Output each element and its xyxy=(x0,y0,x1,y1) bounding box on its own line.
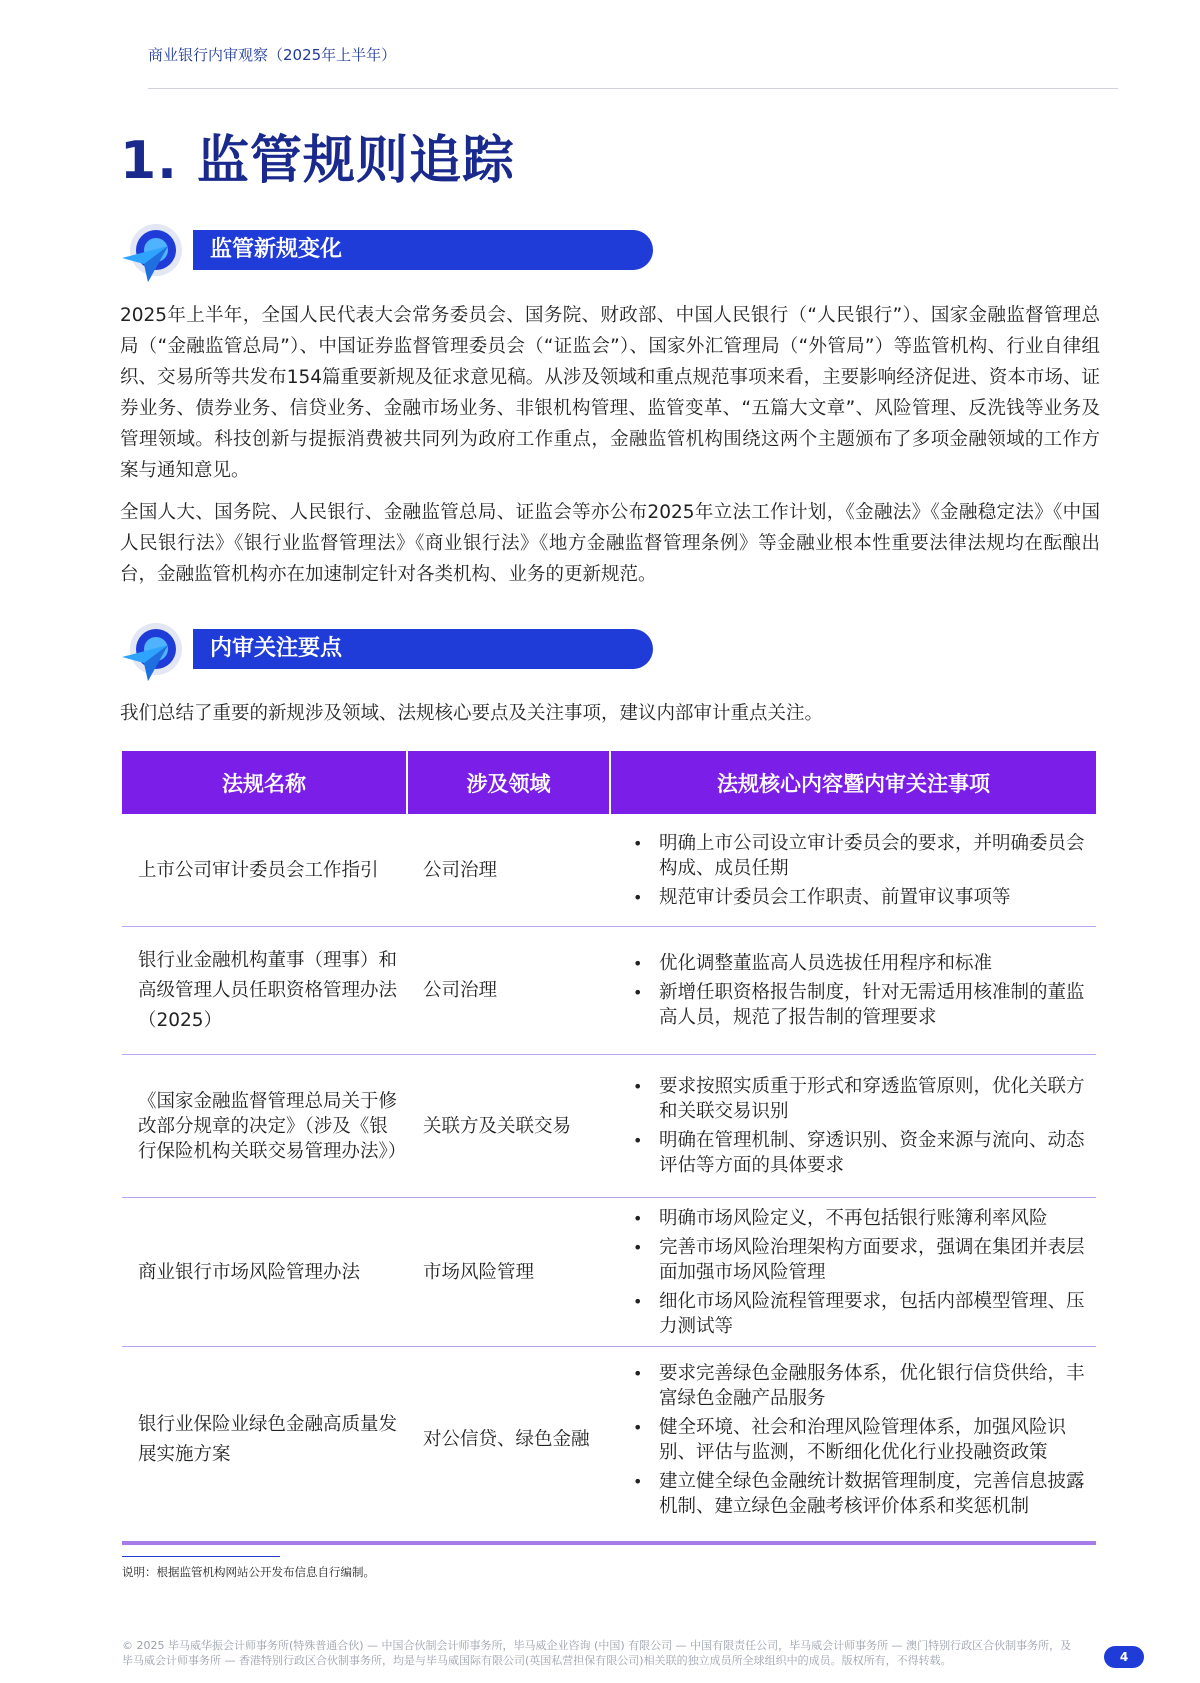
list-item: • 明确在管理机制、穿透识别、资金来源与流向、动态评估等方面的具体要求 xyxy=(629,1128,1086,1178)
section-title: 监管新规变化 xyxy=(193,230,653,270)
list-item: • 建立健全绿色金融统计数据管理制度，完善信息披露机制、建立绿色金融考核评价体系和奖惩机制 xyxy=(629,1469,1086,1519)
regulation-domain: 市场风险管理 xyxy=(423,1261,535,1283)
regulation-points xyxy=(609,814,1096,926)
list-item: • 明确上市公司设立审计委员会的要求，并明确委员会构成、成员任期 xyxy=(629,831,1086,881)
list-item: • 细化市场风险流程管理要求，包括内部模型管理、压力测试等 xyxy=(629,1289,1086,1339)
regulation-domain: 公司治理 xyxy=(423,859,498,881)
table-row xyxy=(122,1198,1096,1347)
section-title: 内审关注要点 xyxy=(193,629,653,669)
list-item: • 明确市场风险定义，不再包括银行账簿利率风险 xyxy=(629,1206,1086,1231)
paragraph: 我们总结了重要的新规涉及领域、法规核心要点及关注事项，建议内部审计重点关注。 xyxy=(120,703,824,724)
regulation-table xyxy=(122,751,1096,1533)
header-divider xyxy=(148,88,1118,89)
table-row xyxy=(122,1347,1096,1533)
running-header: 商业银行内审观察（2025年上半年） xyxy=(148,46,397,64)
paper-plane-badge-icon xyxy=(118,218,190,290)
regulation-domain: 对公信贷、绿色金融 xyxy=(423,1429,590,1450)
page-title: 1. 监管规则追踪 xyxy=(120,131,516,191)
list-item: • 完善市场风险治理架构方面要求，强调在集团并表层面加强市场风险管理 xyxy=(629,1235,1086,1285)
regulation-points xyxy=(609,1055,1096,1197)
regulation-name: 上市公司审计委员会工作指引 xyxy=(138,859,379,881)
regulation-name: 商业银行市场风险管理办法 xyxy=(138,1261,361,1283)
paper-plane-badge-icon xyxy=(118,617,190,689)
regulation-points xyxy=(609,927,1096,1054)
section-heading-audit-focus xyxy=(118,617,658,681)
table-header-row xyxy=(122,751,1096,814)
footer-copyright: © 2025 毕马威华振会计师事务所(特殊普通合伙) — 中国合伙制会计师事务所，毕马威企业咨询 (中国) 有限公司 — 中国有限责任公司，毕马威会计师事务所 — 澳门特别行政区合伙制事务所，及毕马威会计师事务所 — 香港特别行政区合伙制事务所，均是与毕马威国际有限公司(英国私营担保有限公司)相关联的独立成员所全球组织中的成员。版权所有，不得转载。 xyxy=(122,1639,1072,1667)
column-header: 法规核心内容暨内审关注事项 xyxy=(609,751,1096,814)
table-row xyxy=(122,1055,1096,1198)
paragraph: 全国人大、国务院、人民银行、金融监管总局、证监会等亦公布2025年立法工作计划，《金融法》《金融稳定法》《中国人民银行法》《银行业监督管理法》《商业银行法》《地方金融监督管理条例》等金融业根本性重要法律法规均在酝酿出台，金融监管机构亦在加速制定针对各类机构、业务的更新规范。 xyxy=(120,502,1100,585)
table-row xyxy=(122,814,1096,927)
paragraph: 2025年上半年，全国人民代表大会常务委员会、国务院、财政部、中国人民银行（“人民银行”）、国家金融监督管理总局（“金融监管总局”）、中国证券监督管理委员会（“证监会”）、国家外汇管理局（“外管局”）等监管机构、行业自律组织、交易所等共发布154篇重要新规及征求意见稿。从涉及领域和重点规范事项来看，主要影响经济促进、资本市场、证券业务、债券业务、信贷业务、金融市场业务、非银机构管理、监管变革、“五篇大文章”、风险管理、反洗钱等业务及管理领域。科技创新与提振消费被共同列为政府工作重点，金融监管机构围绕这两个主题颁布了多项金融领域的工作方案与通知意见。 xyxy=(120,305,1100,481)
section-heading-regulatory-changes xyxy=(118,218,658,282)
regulation-name: 银行业保险业绿色金融高质量发展实施方案 xyxy=(138,1414,398,1465)
regulation-points xyxy=(609,1347,1096,1533)
table-bottom-rule xyxy=(122,1541,1096,1545)
source-note: 说明：根据监管机构网站公开发布信息自行编制。 xyxy=(122,1565,375,1579)
table-row xyxy=(122,927,1096,1055)
list-item: • 要求按照实质重于形式和穿透监管原则，优化关联方和关联交易识别 xyxy=(629,1074,1086,1124)
column-header: 法规名称 xyxy=(122,751,406,814)
regulation-points xyxy=(609,1198,1096,1346)
regulation-domain: 公司治理 xyxy=(423,980,498,1001)
list-item: • 新增任职资格报告制度，针对无需适用核准制的董监高人员，规范了报告制的管理要求 xyxy=(629,980,1086,1030)
page-number: 4 xyxy=(1104,1646,1144,1668)
note-divider xyxy=(122,1556,280,1557)
column-header: 涉及领域 xyxy=(406,751,609,814)
list-item: • 优化调整董监高人员选拔任用程序和标准 xyxy=(629,951,1086,976)
regulation-domain: 关联方及关联交易 xyxy=(423,1115,572,1137)
list-item: • 健全环境、社会和治理风险管理体系，加强风险识别、评估与监测，不断细化优化行业投融资政策 xyxy=(629,1415,1086,1465)
regulation-name: 银行业金融机构董事（理事）和高级管理人员任职资格管理办法（2025） xyxy=(138,949,398,1031)
list-item: • 规范审计委员会工作职责、前置审议事项等 xyxy=(629,885,1086,910)
list-item: • 要求完善绿色金融服务体系，优化银行信贷供给，丰富绿色金融产品服务 xyxy=(629,1361,1086,1411)
regulation-name: 《国家金融监督管理总局关于修改部分规章的决定》（涉及《银行保险机构关联交易管理办法》） xyxy=(138,1090,407,1162)
